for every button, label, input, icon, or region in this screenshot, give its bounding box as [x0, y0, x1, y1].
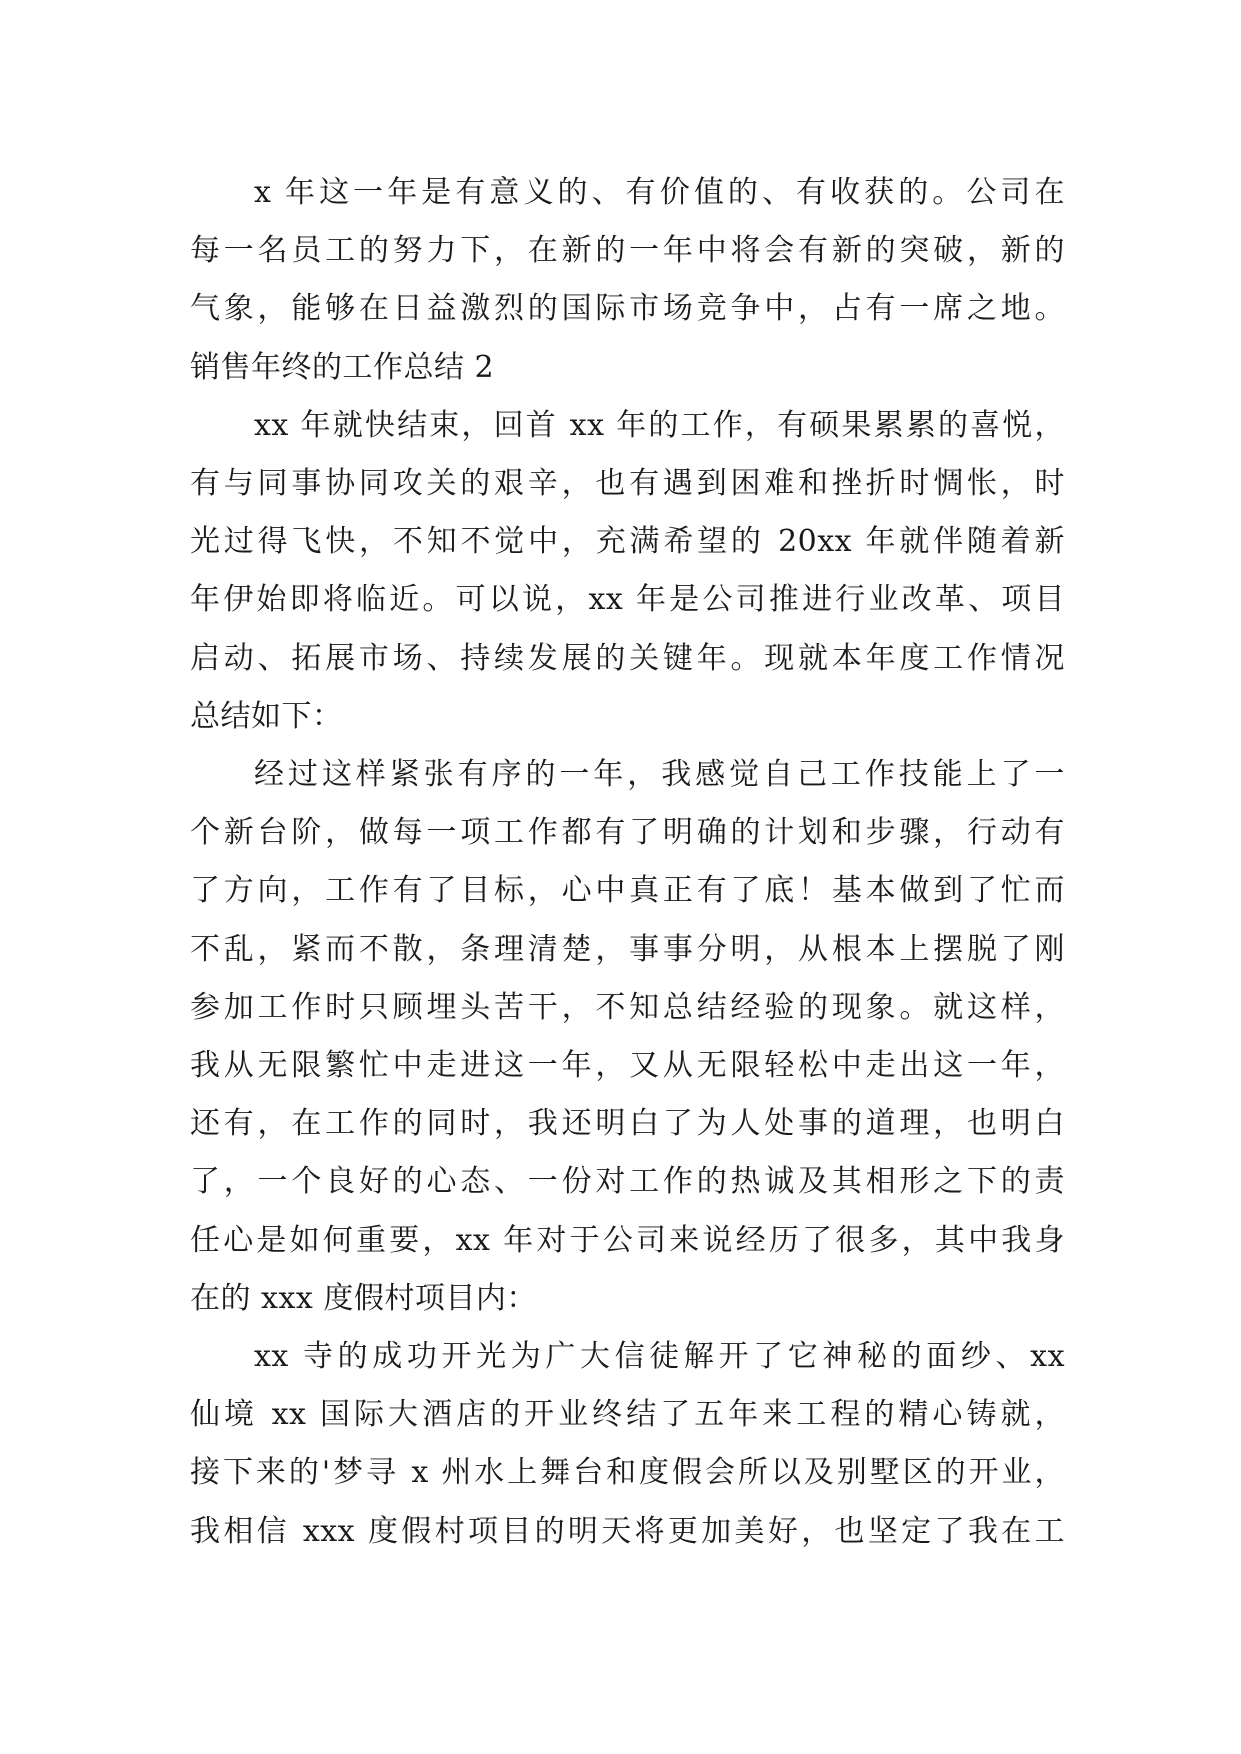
paragraph-2 — [190, 397, 1065, 746]
text-line: 接下来的'梦寻 x 州水上舞台和度假会所以及别墅区的开业， — [190, 1455, 1065, 1491]
text-line: 参加工作时只顾埋头苦干，不知总结经验的现象。就这样， — [190, 989, 1065, 1025]
text-line: xx 寺的成功开光为广大信徒解开了它神秘的面纱、xx — [254, 1339, 1065, 1375]
text-line: 在的 xxx 度假村项目内： — [190, 1280, 537, 1316]
text-line: 了，一个良好的心态、一份对工作的热诚及其相形之下的责 — [190, 1164, 1065, 1200]
paragraph-1 — [190, 164, 1065, 339]
text-line: 启动、拓展市场、持续发展的关键年。现就本年度工作情况 — [190, 640, 1065, 676]
document-page — [190, 164, 1065, 1561]
text-line: 还有，在工作的同时，我还明白了为人处事的道理，也明白 — [190, 1106, 1065, 1142]
text-line: 每一名员工的努力下，在新的一年中将会有新的突破，新的 — [190, 233, 1065, 269]
section-heading — [190, 339, 1065, 397]
text-line: xx 年就快结束，回首 xx 年的工作，有硕果累累的喜悦， — [254, 407, 1065, 443]
text-line: 任心是如何重要，xx 年对于公司来说经历了很多，其中我身 — [190, 1222, 1065, 1258]
text-line: 总结如下： — [190, 698, 343, 734]
text-line: 有与同事协同攻关的艰辛，也有遇到困难和挫折时惆怅，时 — [190, 466, 1065, 502]
text-line: 气象，能够在日益激烈的国际市场竞争中，占有一席之地。 — [190, 291, 1065, 327]
text-line: 了方向，工作有了目标，心中真正有了底！基本做到了忙而 — [190, 873, 1065, 909]
text-line: 我从无限繁忙中走进这一年，又从无限轻松中走出这一年， — [190, 1048, 1065, 1084]
text-line: x 年这一年是有意义的、有价值的、有收获的。公司在 — [254, 175, 1065, 210]
text-line: 仙境 xx 国际大酒店的开业终结了五年来工程的精心铸就， — [190, 1397, 1065, 1433]
text-line: 光过得飞快，不知不觉中，充满希望的 20xx 年就伴随着新 — [190, 524, 1065, 560]
text-line: 个新台阶，做每一项工作都有了明确的计划和步骤，行动有 — [190, 815, 1065, 851]
section-heading-text: 销售年终的工作总结 2 — [190, 349, 495, 385]
text-line: 经过这样紧张有序的一年，我感觉自己工作技能上了一 — [254, 757, 1065, 793]
paragraph-3 — [190, 746, 1065, 1328]
text-line: 年伊始即将临近。可以说，xx 年是公司推进行业改革、项目 — [190, 582, 1065, 618]
text-line: 我相信 xxx 度假村项目的明天将更加美好，也坚定了我在工 — [190, 1513, 1065, 1549]
paragraph-4 — [190, 1328, 1065, 1561]
text-line: 不乱，紧而不散，条理清楚，事事分明，从根本上摆脱了刚 — [190, 931, 1065, 967]
